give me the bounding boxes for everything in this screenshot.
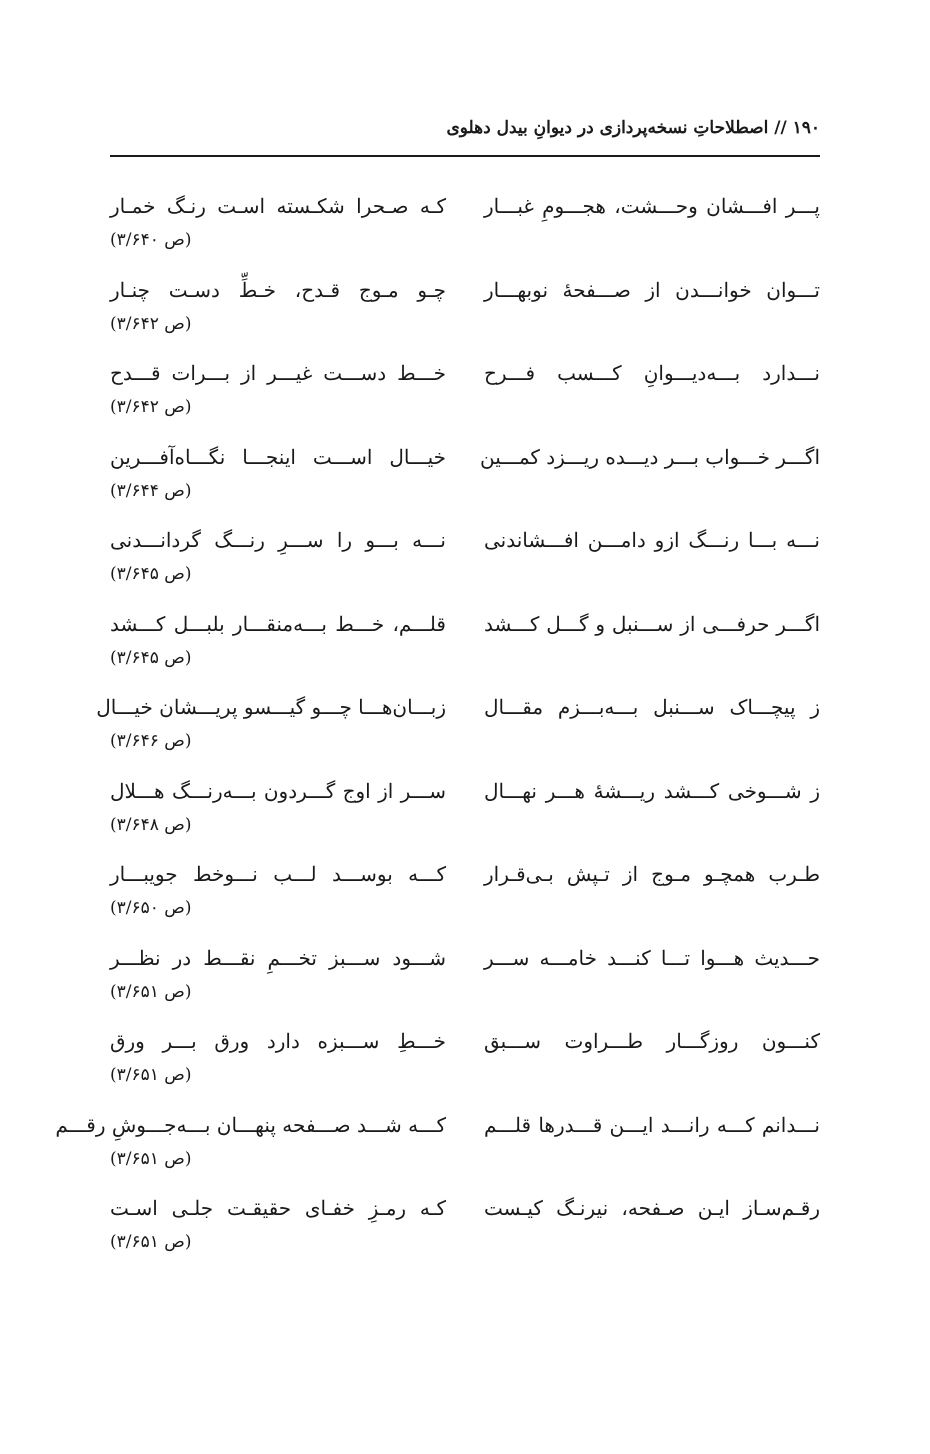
verse [0,187,930,271]
verse [0,354,930,438]
verse [0,1189,930,1273]
second-hemistich: ســـر از اوج گـــردون بـــه‌رنـــگ هـــلال [110,778,446,803]
verse [0,1106,930,1190]
page-reference: (ص ۳/۶۴۲) [110,397,192,417]
running-header: ۱۹۰ // اصطلاحاتِ نسخه‌پردازی در دیوانِ بیدل دهلوی [446,118,820,138]
verse [0,271,930,355]
first-hemistich: اگـــر خـــواب بـــر دیـــده ریـــزد کمـــین [479,444,820,469]
first-hemistich: پـــر افـــشان وحـــشت، هجـــومِ غبـــار [484,194,820,218]
verse [0,939,930,1023]
verse [0,772,930,856]
first-hemistich: نـــدارد بـــه‌دیـــوانِ کـــسب فـــرح [484,361,820,385]
page-reference: (ص ۳/۶۵۱) [110,1065,192,1085]
second-hemistich: نـــه بـــو را ســـرِ رنـــگ گردانـــدنی [110,528,446,552]
second-hemistich: کـــه بوســـد لـــب نـــوخط جویبـــار [110,862,446,886]
verse [0,855,930,939]
verse-list [0,187,930,1273]
page-reference: (ص ۳/۶۵۱) [110,1148,192,1169]
second-hemistich: قلـــم، خـــط بـــه‌منقـــار بلبـــل کـــشد [110,611,446,636]
first-hemistich: نـــه بـــا رنـــگ ازو دامـــن افـــشاندنی [484,528,820,552]
first-hemistich: طـرب همچـو مـوج از تـپش بـی‌قـرار [484,862,820,886]
second-hemistich: کـه رمـزِ خفـای حقیقـت جلـی اسـت [110,1196,446,1220]
second-hemistich: خـــط دســـت غیـــر از بـــرات قـــدح [110,361,446,385]
second-hemistich: کـــه شـــد صـــفحه پنهـــان بـــه‌جـــوشِ رقـــم [55,1112,446,1137]
verse [0,521,930,605]
second-hemistich: خـــطِ ســـبزه دارد ورق بـــر ورق [110,1029,446,1053]
verse [0,438,930,522]
page-reference: (ص ۳/۶۴۶) [110,731,192,751]
page-reference: (ص ۳/۶۴۰) [110,230,192,250]
page-reference: (ص ۳/۶۴۴) [110,480,192,501]
second-hemistich: چـو مـوج قـدح، خـطِّ دسـت چنـار [110,277,446,302]
page-reference: (ص ۳/۶۵۱) [110,1232,192,1252]
verse [0,688,930,772]
first-hemistich: کنـــون روزگـــار طـــراوت ســـبق [484,1029,820,1053]
first-hemistich: رقـم‌سـاز ایـن صـفحه، نیرنـگ کیـست [484,1196,820,1220]
first-hemistich: حـــدیث هـــوا تـــا کنـــد خامـــه ســـر [484,945,820,970]
first-hemistich: اگـــر حرفـــی از ســـنبل و گـــل کـــشد [484,611,820,636]
page-reference: (ص ۳/۶۵۰) [110,898,192,918]
page-reference: (ص ۳/۶۴۲) [110,313,192,334]
page-reference: (ص ۳/۶۴۵) [110,564,192,584]
header-rule [110,155,820,157]
page-reference: (ص ۳/۶۴۵) [110,647,192,668]
verse [0,605,930,689]
first-hemistich: تـــوان خوانـــدن از صـــفحۀ نوبهـــار [484,277,820,302]
page-reference: (ص ۳/۶۵۱) [110,981,192,1002]
first-hemistich: ز پیچـــاک ســـنبل بـــه‌بـــزم مقـــال [484,695,820,719]
first-hemistich: نـــدانم کـــه رانـــد ایـــن قـــدرها قلـــم [484,1112,820,1137]
second-hemistich: زبـــان‌هـــا چـــو گیـــسو پریـــشان خیـــال [96,695,446,719]
verse [0,1022,930,1106]
page-reference: (ص ۳/۶۴۸) [110,814,192,835]
second-hemistich: کـه صـحرا شکـسته اسـت رنـگ خمـار [110,194,446,218]
first-hemistich: ز شـــوخی کـــشد ریـــشۀ هـــر نهـــال [484,778,820,803]
second-hemistich: شـــود ســـبز تخـــمِ نقـــط در نظـــر [110,945,446,970]
second-hemistich: خیـــال اســـت اینجـــا نگـــاه‌آفـــرین [110,444,446,469]
